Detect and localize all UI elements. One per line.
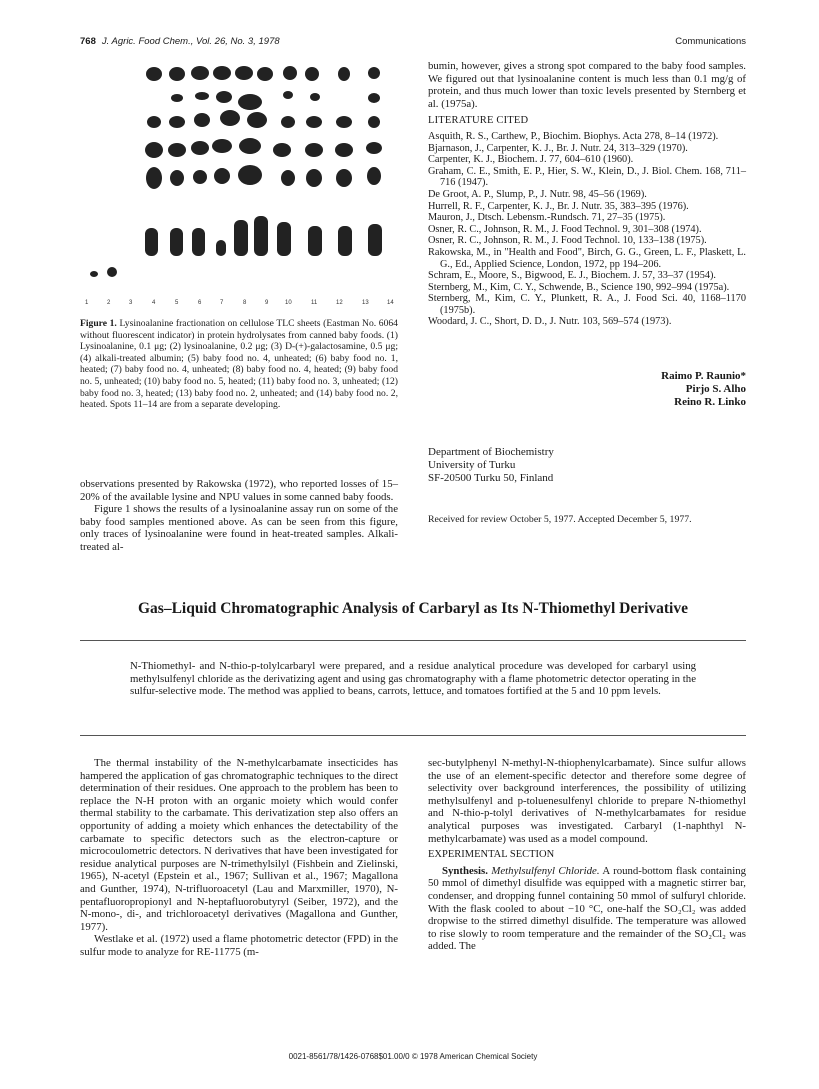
right-column-intro: [428, 757, 746, 953]
lane-number: 13: [362, 300, 369, 306]
author-name: Reino R. Linko: [674, 396, 746, 408]
reference-item: Hurrell, R. F., Carpenter, K. J., Br. J. Nutr. 35, 383–395 (1976).: [428, 200, 689, 212]
lane-number: 14: [387, 300, 394, 306]
affiliation-line: Department of Biochemistry: [428, 446, 554, 458]
tlc-plate-figure: [82, 60, 412, 310]
literature-heading: LITERATURE CITED: [428, 115, 529, 127]
author-name: Pirjo S. Alho: [685, 383, 746, 395]
lane-number: 4: [152, 300, 156, 306]
divider: [80, 735, 746, 736]
journal-citation: J. Agric. Food Chem., Vol. 26, No. 3, 1978: [101, 36, 280, 47]
reference-item: Asquith, R. S., Carthew, P., Biochim. Biophys. Acta 278, 8–14 (1972).: [428, 130, 719, 142]
reference-list: [428, 131, 746, 328]
affiliation: [428, 446, 554, 485]
lane-number: 7: [220, 300, 224, 306]
lane-numbers: [85, 300, 395, 310]
author-name: Raimo P. Raunio*: [661, 370, 746, 382]
right-column-top-text: [428, 60, 746, 328]
affiliation-line: SF-20500 Turku 50, Finland: [428, 472, 554, 484]
subsection-label: Synthesis.: [442, 864, 488, 877]
article-title: Gas–Liquid Chromatographic Analysis of Carbaryl as Its N-Thiomethyl Derivative: [138, 600, 688, 617]
lane-number: 12: [336, 300, 343, 306]
left-column-top-text: [80, 478, 398, 554]
section-heading: EXPERIMENTAL SECTION: [428, 849, 555, 861]
paragraph: Westlake et al. (1972) used a flame photometric detector (FPD) in the sulfur mode to analyze for RE-11775 (m-: [80, 933, 398, 958]
reference-item: Mauron, J., Dtsch. Lebensm.-Rundsch. 71, 27–35 (1975).: [428, 212, 666, 224]
lane-number: 2: [107, 300, 111, 306]
figure-caption-text: Lysinoalanine fractionation on cellulose TLC sheets (Eastman No. 6064 without fluorescent indicator) in protein hydrolysates from canned baby foods. (1) Lysinoalanine, 0.1 μg; (2) lysinoalanine, 0.2 μg; (3) D-(+)-galactosamine, 0.5 μg; (4) alkali-treated albumin; (5) baby food no. 4, unheated; (6) baby food no. 1, heated; (7) baby food no. 4, unheated; (8) baby food no. 4, heated; (9) baby food no. 5, unheated; (10) baby food no. 5, heated; (11) baby food no. 3, unheated; (12) baby food no. 3, heated; (13) baby food no. 2, unheated; and (14) baby food no. 2, heated. Spots 11–14 are from a separate developing.: [80, 318, 398, 411]
paragraph: observations presented by Rakowska (1972), who reported losses of 15–20% of the available lysine and NPU values in some canned baby foods.: [80, 478, 398, 503]
reference-item: Osner, R. C., Johnson, R. M., J. Food Technol. 10, 133–138 (1975).: [428, 235, 707, 247]
header-left: [80, 36, 280, 47]
reference-item: Woodard, J. C., Short, D. D., J. Nutr. 103, 569–574 (1973).: [428, 316, 672, 328]
page-number: 768: [80, 36, 96, 47]
lane-number: 9: [265, 300, 269, 306]
reference-item: De Groot, A. P., Slump, P., J. Nutr. 98, 45–56 (1969).: [428, 188, 647, 200]
paragraph-text: A round-bottom flask containing 50 mmol of dimethyl disulfide was equipped with a magnetic stirrer bar, condenser, and dropping funnel containing 50 mmol of sulfuryl chloride. With the flask cooled to about −10 °C, one-half the SO₂Cl₂ was added dropwise to the stirred dimethyl disulfide. The temperature was allowed to rise slowly to room temperature and the remainder of the SO₂Cl₂ was added. The: [428, 864, 746, 953]
running-header: [80, 36, 746, 50]
page-footer: 0021-8561/78/1426-0768$01.00/0 © 1978 American Chemical Society: [288, 1052, 538, 1061]
reference-item: Sternberg, M., Kim, C. Y., Schwende, B., Science 190, 992–994 (1975a).: [428, 281, 730, 293]
affiliation-line: University of Turku: [428, 459, 516, 471]
lane-number: 8: [243, 300, 247, 306]
reference-item: Rakowska, M., in "Health and Food", Birch, G. G., Green, L. F., Plaskett, L. G., Ed., Applied Science, London, 1972, pp 194–206.: [428, 246, 746, 270]
lane-number: 1: [85, 300, 89, 306]
lane-number: 6: [198, 300, 202, 306]
reference-item: Osner, R. C., Johnson, R. M., J. Food Technol. 9, 301–308 (1974).: [428, 223, 702, 235]
lane-number: 5: [175, 300, 179, 306]
figure-label: Figure 1.: [80, 318, 117, 329]
abstract: N-Thiomethyl- and N-thio-p-tolylcarbaryl were prepared, and a residue analytical procedure was developed for carbaryl using methylsulfenyl chloride as the derivatizing agent and using gas chromatography with a flame photometric detector operating in the sulfur-selective mode. The method was applied to beans, carrots, lettuce, and tomatoes fortified at the 5 and 10 ppm levels.: [130, 660, 696, 698]
lane-number: 10: [285, 300, 292, 306]
paragraph: sec-butylphenyl N-methyl-N-thiophenylcarbamate). Since sulfur allows the use of an element-specific detector and therefore some degree of selectivity over background interferences, the possibility of utilizing methylsulfenyl and p-toluenesulfenyl chloride to prepare N-thiomethyl and N-thio-p-tolyl derivatives of N-methylcarbamates for residue analytical purposes was investigated. Carbaryl (1-naphthyl N-methylcarbamate) was used as a model compound.: [428, 757, 746, 845]
reference-item: Schram, E., Moore, S., Bigwood, E. J., Biochem. J. 57, 33–37 (1954).: [428, 270, 717, 282]
section-label: Communications: [675, 36, 746, 47]
lane-number: 3: [129, 300, 133, 306]
subsection-sublabel: Methylsulfenyl Chloride.: [491, 864, 600, 877]
received-date: Received for review October 5, 1977. Accepted December 5, 1977.: [428, 514, 692, 525]
reference-item: Carpenter, K. J., Biochem. J. 77, 604–610 (1960).: [428, 154, 634, 166]
reference-item: Graham, C. E., Smith, E. P., Hier, S. W., Klein, D., J. Biol. Chem. 168, 711–716 (1947).: [428, 165, 746, 189]
reference-item: Sternberg, M., Kim, C. Y., Plunkett, R. A., J. Food Sci. 40, 1168–1170 (1975b).: [428, 293, 746, 316]
paragraph: The thermal instability of the N-methylcarbamate insecticides has hampered the application of gas chromatographic techniques to the direct determination of their residues. One approach to the problem has been to replace the N-H proton with an organic moiety which would confer thermal stability to the carbamate. This derivatization step also offers an opportunity of adding a moiety which enhances the detectability of the carbamate to specific detectors such as the electron-capture or microcoulometric detectors. N derivatives that have been investigated for residue analytical purposes are N-trimethylsilyl (Fishbein and Zielinski, 1965), N-acetyl (Epstein et al., 1967; Sullivan et al., 1967; Magallona and Gunther, 1974), N-trifluoroacetyl (Lau and Marxmiller, 1970), N-pentafluoropropionyl and N-heptafluorobutyryl (Seiber, 1972), and the N-mono-, di-, and trichloroacetyl derivatives (Magallona and Gunther, 1977).: [80, 757, 398, 933]
left-column-intro: [80, 757, 398, 959]
reference-item: Bjarnason, J., Carpenter, K. J., Br. J. Nutr. 24, 313–329 (1970).: [428, 142, 688, 154]
paragraph: bumin, however, gives a strong spot compared to the baby food samples. We figured out that lysinoalanine content is much less than 0.1 mg/g of protein, and thus much lower than toxic levels presented by Sternberg et al. (1975a).: [428, 60, 746, 110]
paragraph: [428, 865, 746, 953]
figure-caption: [80, 318, 398, 411]
lane-number: 11: [311, 300, 318, 306]
paragraph: Figure 1 shows the results of a lysinoalanine assay run on some of the baby food samples mentioned above. As can be seen from this figure, only traces of lysinoalanine were found in heat-treated samples. Alkali-treated al-: [80, 503, 398, 553]
author-list: [661, 370, 746, 409]
divider: [80, 640, 746, 641]
